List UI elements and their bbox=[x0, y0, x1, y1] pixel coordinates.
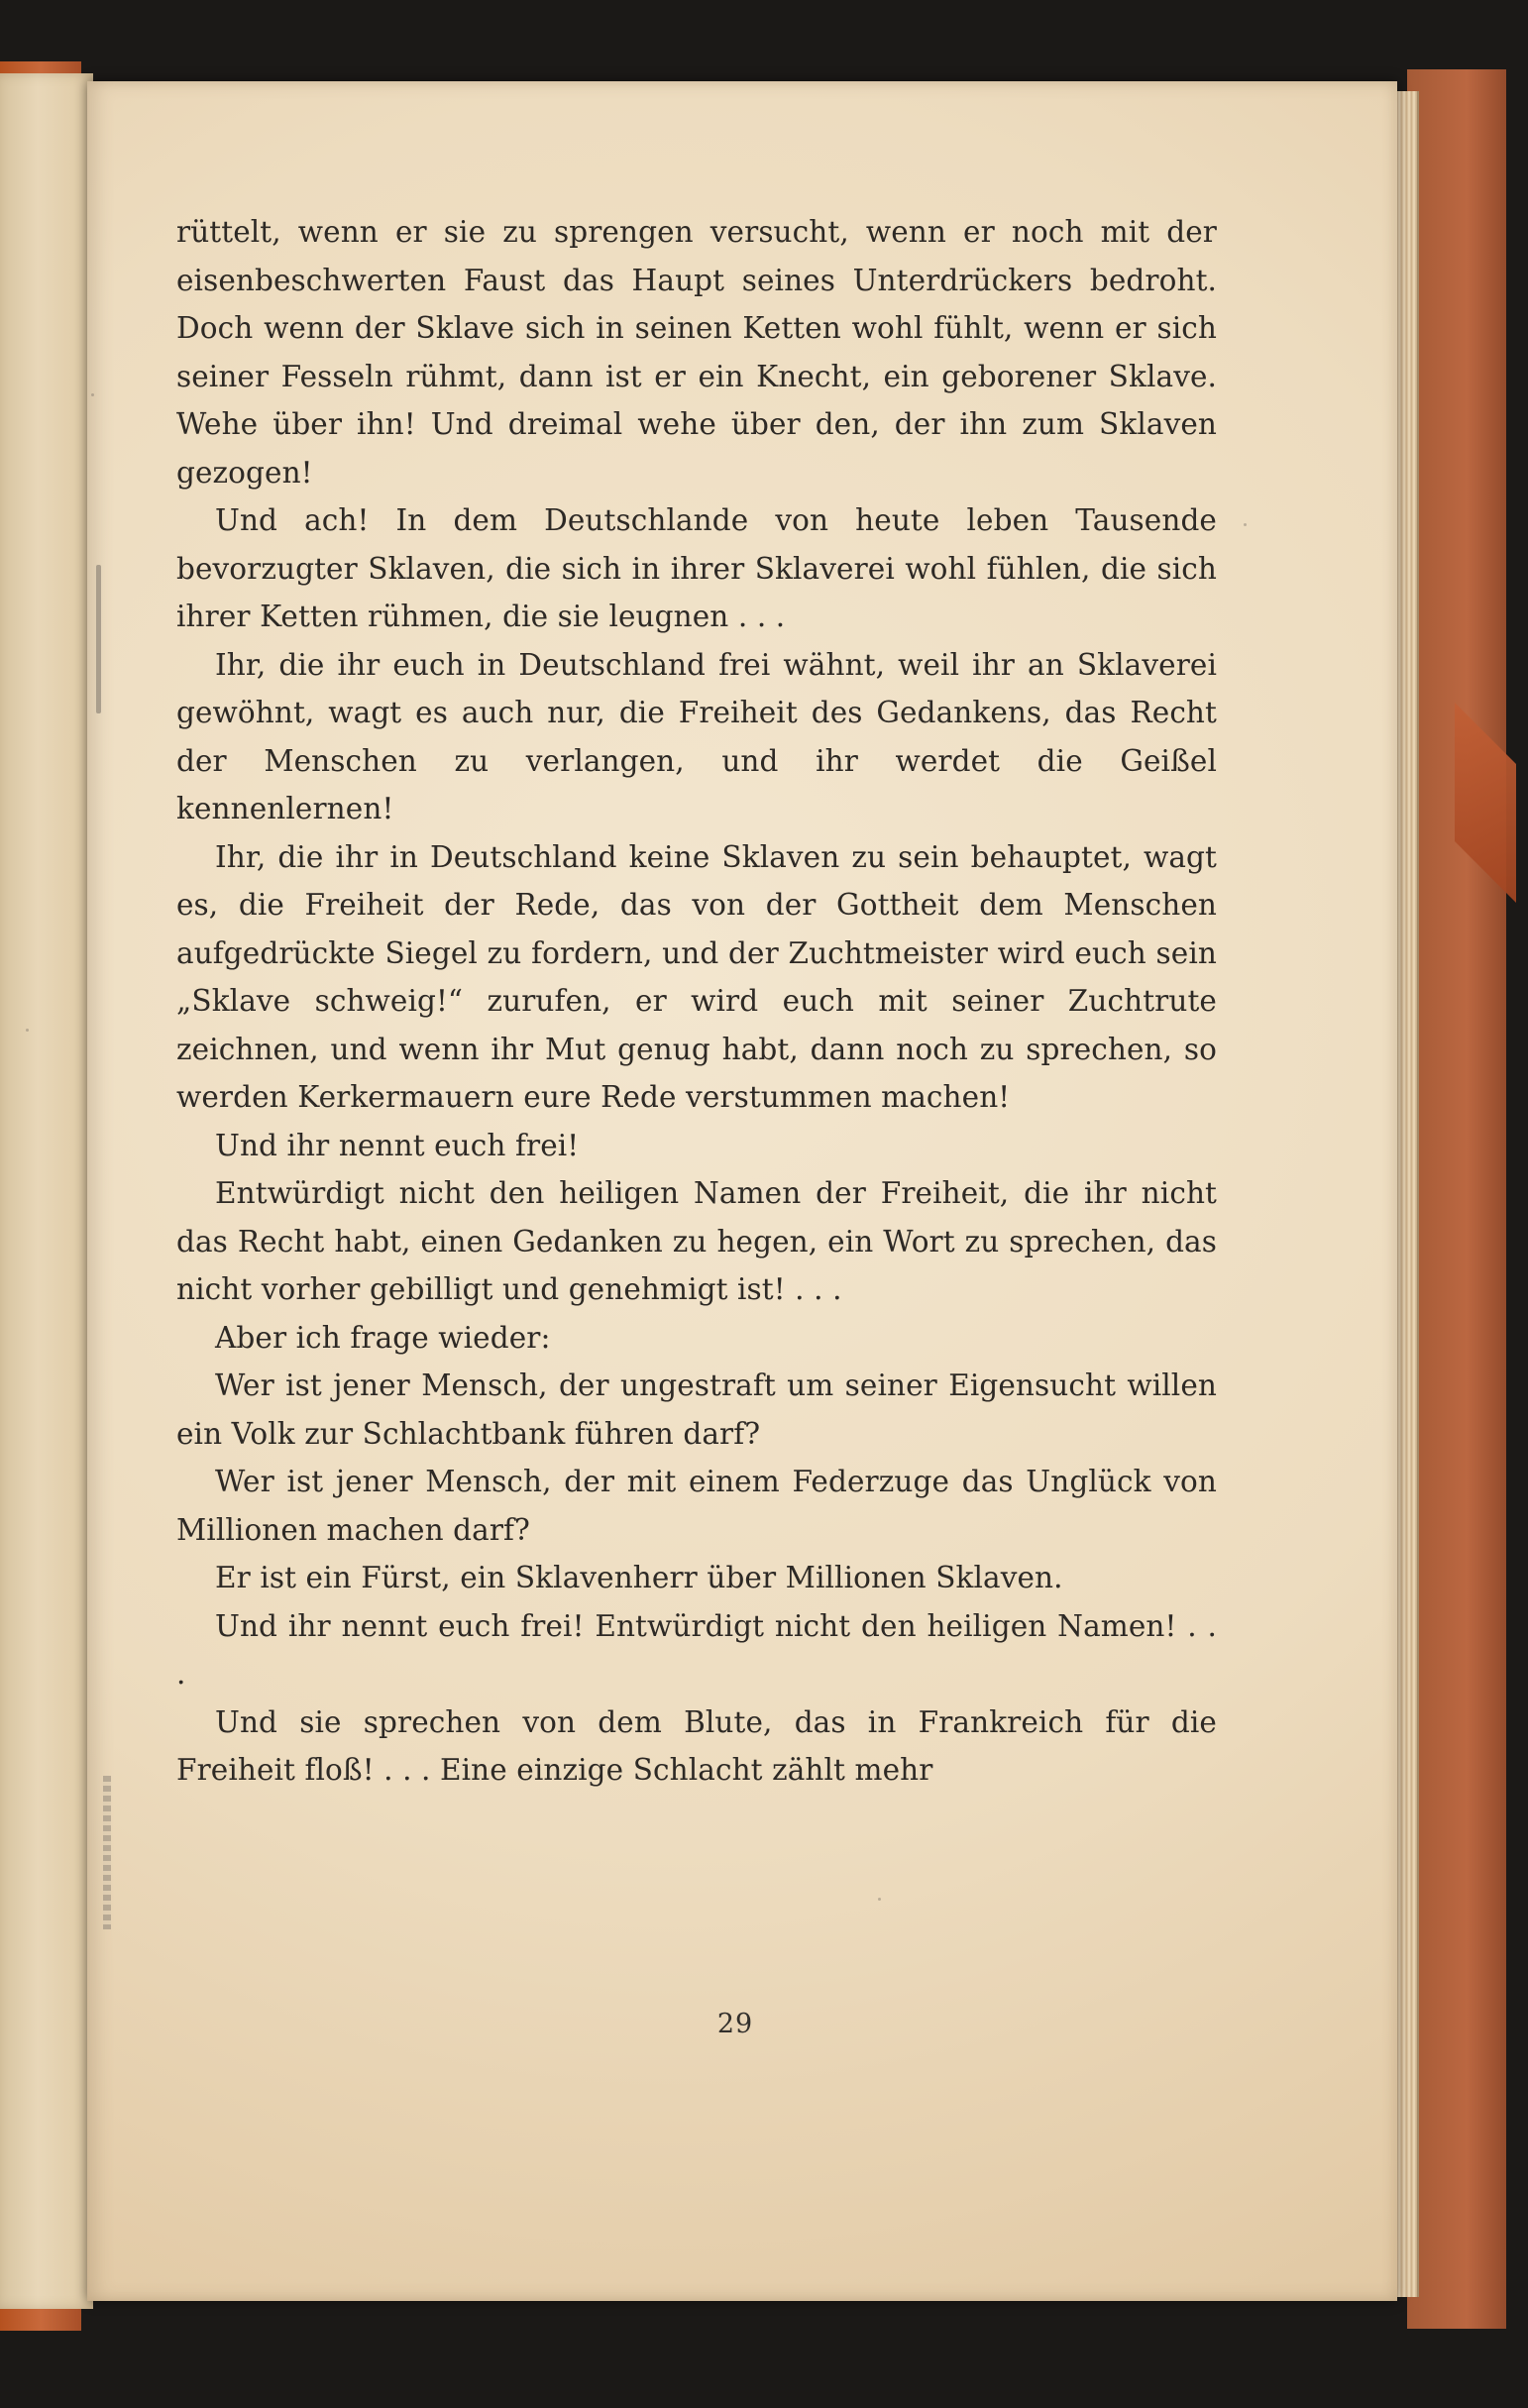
page-speck bbox=[878, 1898, 881, 1901]
left-margin-staple bbox=[103, 1776, 111, 1929]
paragraph: Ihr, die ihr euch in Deutschland frei wähnt, weil ihr an Sklaverei gewöhnt, wagt es auch nur, die Freiheit des Gedankens, das Recht der Menschen zu verlangen, und ihr werdet die Geißel kennenlernen! bbox=[176, 647, 1217, 825]
paragraph: Er ist ein Fürst, ein Sklavenherr über Millionen Sklaven. bbox=[215, 1561, 1063, 1594]
paragraph: Wer ist jener Mensch, der ungestraft um seiner Eigensucht willen ein Volk zur Schlachtbank führen darf? bbox=[176, 1368, 1217, 1451]
page-number: 29 bbox=[716, 2009, 754, 2039]
paragraph: rüttelt, wenn er sie zu sprengen versucht, wenn er noch mit der eisenbeschwerten Faust das Haupt seines Unterdrückers bedroht. Doch wenn der Sklave sich in seinen Ketten wohl fühlt, wenn er sich seiner Fesseln rühmt, dann ist er ein Knecht, ein geborener Sklave. Wehe über ihn! Und dreimal wehe über den, der ihn zum Sklaven gezogen! bbox=[176, 215, 1217, 490]
left-page-edge bbox=[0, 73, 93, 2309]
left-margin-mark bbox=[96, 565, 101, 713]
paragraph: Und sie sprechen von dem Blute, das in Frankreich für die Freiheit floß! . . . Eine einzige Schlacht zählt mehr bbox=[176, 1704, 1217, 1787]
paragraph: Und ihr nennt euch frei! Entwürdigt nicht den heiligen Namen! . . . bbox=[176, 1608, 1217, 1691]
paragraph: Entwürdigt nicht den heiligen Namen der Freiheit, die ihr nicht das Recht habt, einen Gedanken zu hegen, ein Wort zu sprechen, das nicht vorher gebilligt und genehmigt ist! . . . bbox=[176, 1176, 1217, 1306]
book-cover-right bbox=[1407, 69, 1506, 2329]
paragraph: Und ach! In dem Deutschlande von heute leben Tausende bevorzugter Sklaven, die sich in ihrer Sklaverei wohl fühlen, die sich ihrer Ketten rühmen, die sie leugnen . . . bbox=[176, 503, 1217, 633]
page-body-text bbox=[176, 208, 1217, 1795]
paragraph: Wer ist jener Mensch, der mit einem Federzuge das Unglück von Millionen machen darf? bbox=[176, 1465, 1217, 1547]
paragraph: Und ihr nennt euch frei! bbox=[215, 1128, 580, 1162]
page-speck bbox=[26, 1029, 29, 1032]
page-speck bbox=[91, 393, 94, 396]
paragraph: Aber ich frage wieder: bbox=[215, 1320, 551, 1355]
page-speck bbox=[1244, 523, 1247, 526]
paragraph: Ihr, die ihr in Deutschland keine Sklaven zu sein behauptet, wagt es, die Freiheit der Rede, das von der Gottheit dem Menschen aufgedrückte Siegel zu fordern, und der Zuchtmeister wird euch sein „Sklave schweig!“ zurufen, er wird euch mit seiner Zuchtrute zeichnen, und wenn ihr Mut genug habt, dann noch zu sprechen, so werden Kerkermauern eure Rede verstummen machen! bbox=[176, 839, 1217, 1114]
